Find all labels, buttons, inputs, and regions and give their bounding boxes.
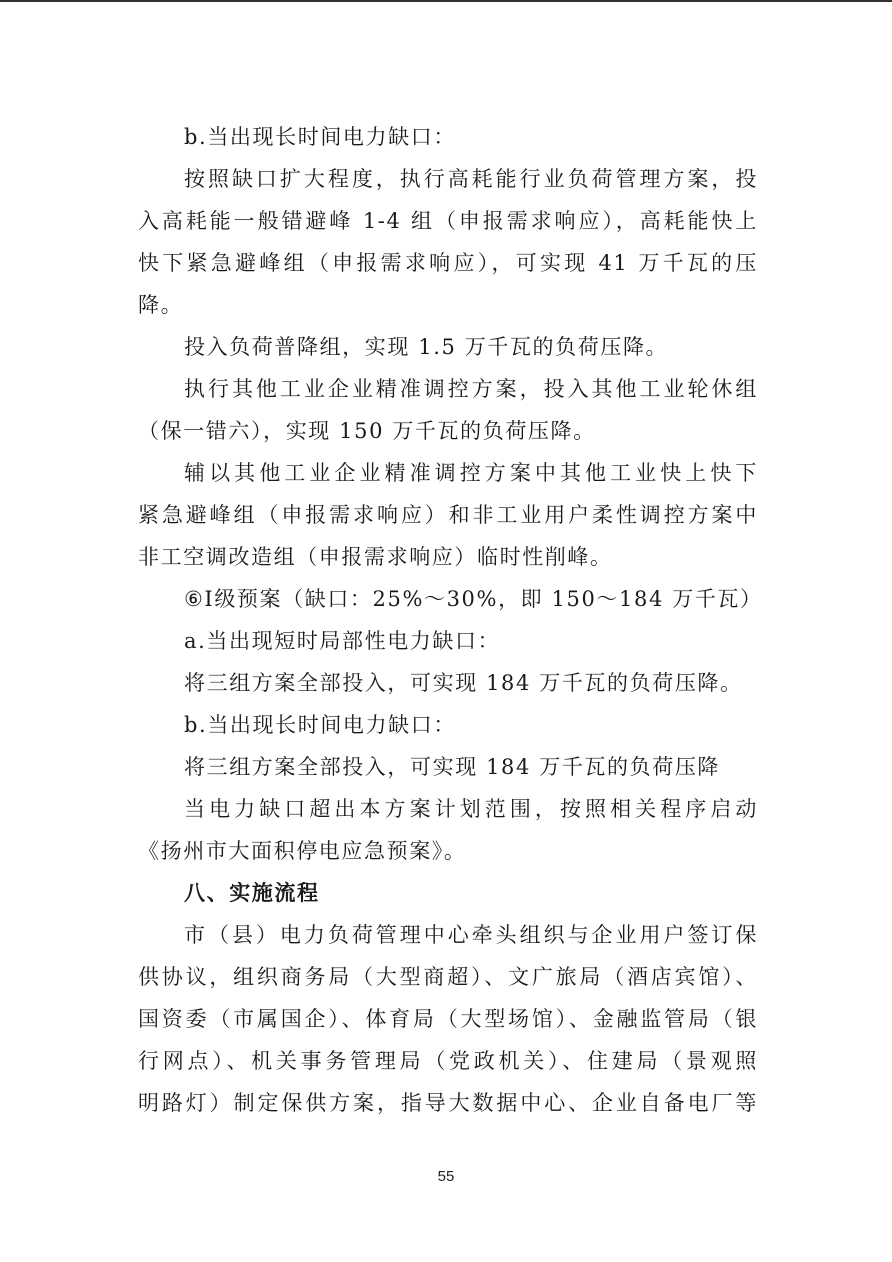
- section-heading: 八、实施流程: [184, 881, 320, 905]
- text-line: 紧急避峰组（申报需求响应）和非工业用户柔性调控方案中: [138, 503, 758, 527]
- top-border-line: [0, 0, 892, 2]
- text-line: b.当出现长时间电力缺口：: [184, 713, 456, 737]
- document-body: [138, 116, 763, 1124]
- text-line: 入高耗能一般错避峰 1-4 组（申报需求响应），高耗能快上: [138, 209, 758, 233]
- text-line: 降。: [138, 293, 184, 317]
- text-line: 《扬州市大面积停电应急预案》。: [138, 839, 467, 863]
- text-line: 非工空调改造组（申报需求响应）临时性削峰。: [138, 545, 613, 569]
- text-line: 投入负荷普降组，实现 1.5 万千瓦的负荷压降。: [184, 335, 669, 359]
- page-number: 55: [437, 1168, 455, 1185]
- text-line: 明路灯）制定保供方案，指导大数据中心、企业自备电厂等: [138, 1091, 758, 1115]
- text-line: 当电力缺口超出本方案计划范围，按照相关程序启动: [184, 797, 758, 821]
- text-line: 辅以其他工业企业精准调控方案中其他工业快上快下: [184, 461, 758, 485]
- text-line: 快下紧急避峰组（申报需求响应），可实现 41 万千瓦的压: [138, 251, 758, 275]
- text-line: 按照缺口扩大程度，执行高耗能行业负荷管理方案，投: [184, 167, 758, 191]
- text-line: 行网点）、机关事务管理局（党政机关）、住建局（景观照: [138, 1049, 758, 1073]
- text-line: ⑥I级预案（缺口：25%～30%，即 150～184 万千瓦）: [184, 587, 763, 611]
- text-line: （保一错六），实现 150 万千瓦的负荷压降。: [138, 419, 596, 443]
- text-line: a.当出现短时局部性电力缺口：: [184, 629, 501, 653]
- text-line: 执行其他工业企业精准调控方案，投入其他工业轮休组: [184, 377, 758, 401]
- text-line: 供协议，组织商务局（大型商超）、文广旅局（酒店宾馆）、: [138, 965, 758, 989]
- text-line: 市（县）电力负荷管理中心牵头组织与企业用户签订保: [184, 923, 758, 947]
- text-line: 国资委（市属国企）、体育局（大型场馆）、金融监管局（银: [138, 1007, 758, 1031]
- text-line: 将三组方案全部投入，可实现 184 万千瓦的负荷压降: [184, 755, 721, 779]
- text-line: 将三组方案全部投入，可实现 184 万千瓦的负荷压降。: [184, 671, 743, 695]
- text-line: b.当出现长时间电力缺口：: [184, 125, 456, 149]
